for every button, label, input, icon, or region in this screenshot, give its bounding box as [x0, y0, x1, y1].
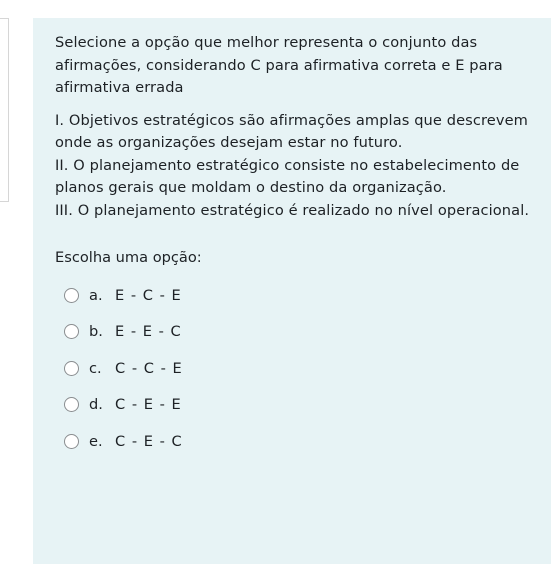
option-letter: b. — [89, 323, 103, 341]
radio-button-d[interactable] — [64, 397, 79, 412]
option-text: C - E - E — [115, 396, 182, 414]
answer-option-d[interactable] — [55, 387, 539, 424]
radio-button-c[interactable] — [64, 361, 79, 376]
question-panel — [33, 18, 551, 564]
statement-1: I. Objetivos estratégicos são afirmações amplas que descrevem onde as organizações desejam estar no futuro. — [55, 111, 528, 151]
option-letter: e. — [89, 432, 103, 450]
option-letter: a. — [89, 286, 103, 304]
answer-option-e[interactable] — [55, 423, 539, 460]
adjacent-panel-edge — [0, 18, 9, 202]
answer-options — [55, 277, 539, 460]
question-intro: Selecione a opção que melhor representa o conjunto das afirmações, considerando C para afirmativa correta e E para afirmativa errada — [55, 34, 503, 96]
option-letter: d. — [89, 396, 103, 414]
option-text: C - C - E — [115, 359, 183, 377]
option-letter: c. — [89, 359, 102, 377]
option-text: E - C - E — [115, 286, 182, 304]
statement-2: II. O planejamento estratégico consiste no estabelecimento de planos gerais que moldam o destino da organização. — [55, 156, 520, 196]
option-text: E - E - C — [115, 323, 182, 341]
radio-button-e[interactable] — [64, 434, 79, 449]
answer-option-b[interactable] — [55, 314, 539, 351]
answer-option-a[interactable] — [55, 277, 539, 314]
question-text — [55, 32, 539, 222]
statement-3: III. O planejamento estratégico é realizado no nível operacional. — [55, 201, 530, 219]
choose-option-prompt: Escolha uma opção: — [55, 249, 202, 266]
option-text: C - E - C — [115, 432, 183, 450]
answer-option-c[interactable] — [55, 350, 539, 387]
radio-button-b[interactable] — [64, 324, 79, 339]
radio-button-a[interactable] — [64, 288, 79, 303]
